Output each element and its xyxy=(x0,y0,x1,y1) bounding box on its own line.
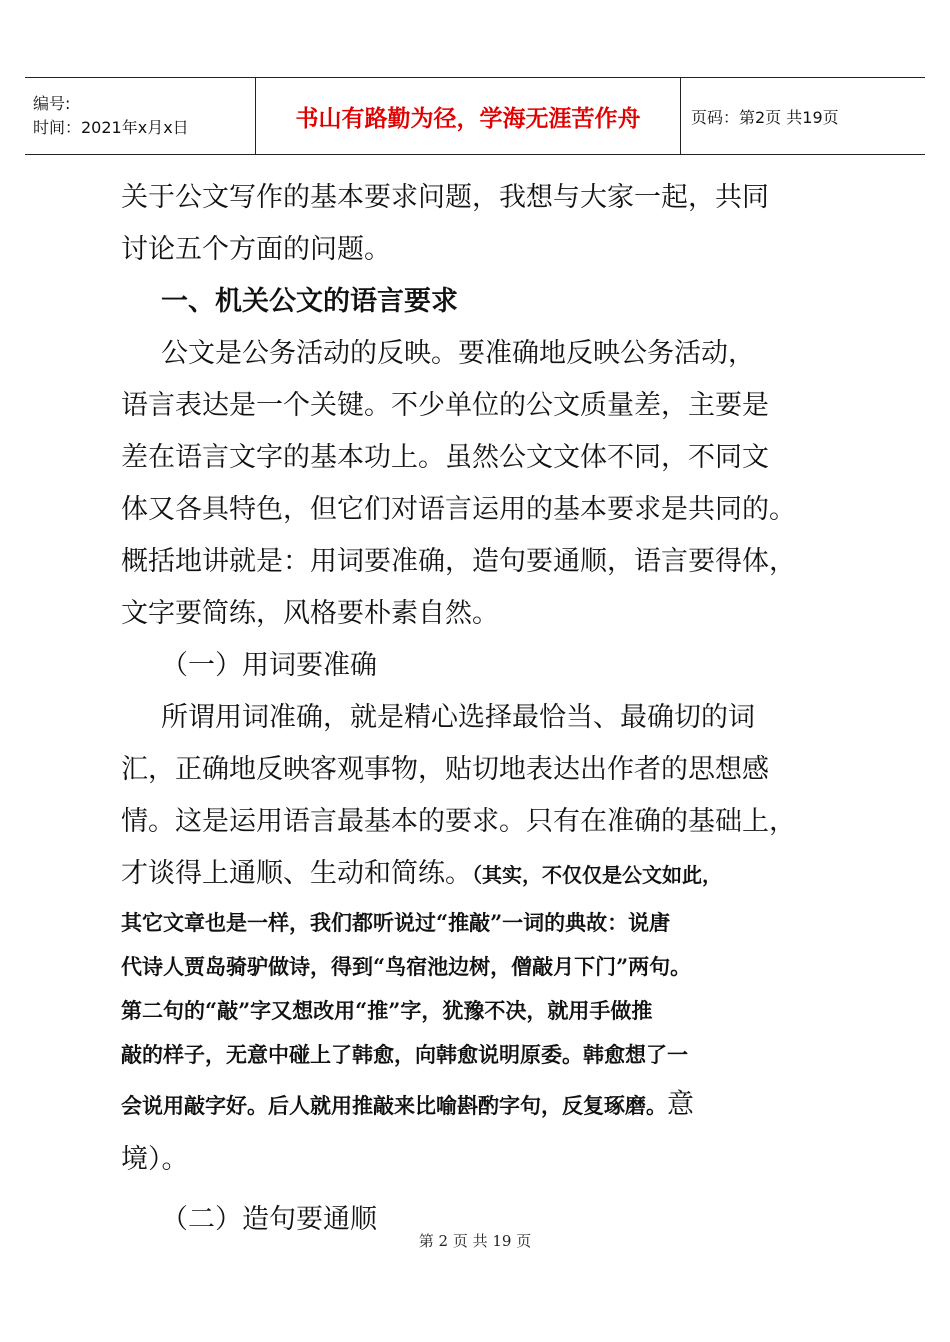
bold-aside-line: 第二句的“敲”字又想改用“推”字，犹豫不决，就用手做推 xyxy=(121,998,653,1023)
section-heading: 一、机关公文的语言要求 xyxy=(161,286,458,317)
subsection-heading: （二）造句要通顺 xyxy=(161,1204,377,1235)
bold-aside-line xyxy=(121,1077,833,1134)
paragraph-line: 境）。 xyxy=(121,1144,189,1175)
header-page-label: 页码：第2页 共19页 xyxy=(691,107,839,127)
paragraph-line: 所谓用词准确，就是精心选择最恰当、最确切的词 xyxy=(161,702,755,733)
paragraph-line: 情。这是运用语言最基本的要求。只有在准确的基础上， xyxy=(121,806,796,837)
bold-aside-start: （其实，不仅仅是公文如此， xyxy=(472,863,722,887)
paragraph-line xyxy=(121,848,833,901)
time-label: 时间：2021年x月x日 xyxy=(33,118,189,137)
paragraph-line: 文字要简练，风格要朴素自然。 xyxy=(121,598,499,629)
paragraph-line: 讨论五个方面的问题。 xyxy=(121,234,391,265)
header-motto: 书山有路勤为径，学海无涯苦作舟 xyxy=(255,78,681,154)
document-body xyxy=(121,172,833,1246)
page-header xyxy=(25,77,925,155)
paragraph-line: 体又各具特色，但它们对语言运用的基本要求是共同的。 xyxy=(121,494,796,525)
bold-aside-text: 会说用敲字好。后人就用推敲来比喻斟酌字句，反复琢磨。 xyxy=(121,1093,667,1118)
aside-tail: 意 xyxy=(667,1089,694,1120)
page-footer: 第 2 页 共 19 页 xyxy=(418,1232,532,1250)
bold-aside-line: 敲的样子，无意中碰上了韩愈，向韩愈说明原委。韩愈想了一 xyxy=(121,1042,688,1067)
paragraph-line: 汇，正确地反映客观事物，贴切地表达出作者的思想感 xyxy=(121,754,769,785)
paragraph-line: 差在语言文字的基本功上。虽然公文文体不同，不同文 xyxy=(121,442,769,473)
number-label: 编号: xyxy=(33,94,71,113)
paragraph-text: 才谈得上通顺、生动和简练。 xyxy=(121,858,472,889)
header-meta xyxy=(25,78,255,154)
paragraph-line: 语言表达是一个关键。不少单位的公文质量差，主要是 xyxy=(121,390,769,421)
bold-aside-line: 代诗人贾岛骑驴做诗，得到“鸟宿池边树，僧敲月下门”两句。 xyxy=(121,954,692,979)
subsection-heading: （一）用词要准确 xyxy=(161,650,377,681)
bold-aside-line: 其它文章也是一样，我们都听说过“推敲”一词的典故：说唐 xyxy=(121,910,671,935)
paragraph-line: 关于公文写作的基本要求问题，我想与大家一起，共同 xyxy=(121,182,769,213)
paragraph-line: 公文是公务活动的反映。要准确地反映公务活动， xyxy=(161,338,755,369)
paragraph-line: 概括地讲就是：用词要准确，造句要通顺，语言要得体， xyxy=(121,546,796,577)
